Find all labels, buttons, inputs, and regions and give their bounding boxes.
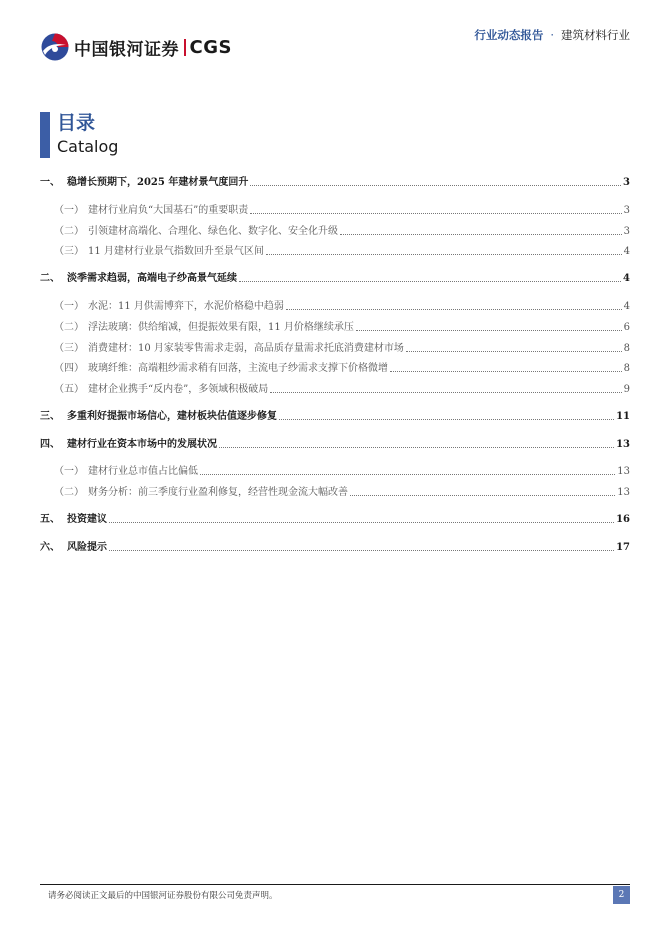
toc-entry[interactable] <box>40 381 630 397</box>
toc-dot-leader <box>340 234 622 235</box>
toc-entry-page: 3 <box>623 177 630 188</box>
toc-entry-title: 淡季需求趋弱，高端电子纱高景气延续 <box>67 273 237 284</box>
toc-entry-number: （五） <box>54 384 84 395</box>
meta-separator: · <box>550 28 554 42</box>
catalog-title-cn: 目录 <box>57 112 96 134</box>
toc-entry-page: 4 <box>623 273 630 284</box>
toc-entry-title: 11 月建材行业景气指数回升至景气区间 <box>88 246 264 257</box>
page-header <box>0 0 662 70</box>
toc-entry[interactable] <box>40 463 630 479</box>
toc-entry-page: 8 <box>623 343 630 354</box>
toc-entry-number: （二） <box>54 322 84 333</box>
toc-entry-page: 13 <box>617 487 630 498</box>
toc-entry[interactable] <box>40 243 630 259</box>
toc-entry-number: 六、 <box>40 542 60 553</box>
toc-entry-number: （四） <box>54 363 84 374</box>
toc-entry-page: 4 <box>623 301 630 312</box>
toc-entry-number: （二） <box>54 226 84 237</box>
toc-dot-leader <box>239 281 621 282</box>
toc-entry[interactable] <box>40 223 630 239</box>
toc-entry-number: 三、 <box>40 411 60 422</box>
toc-entry-title: 投资建议 <box>67 514 107 525</box>
toc-entry[interactable] <box>40 298 630 314</box>
toc-dot-leader <box>406 351 622 352</box>
toc-entry[interactable] <box>40 539 630 555</box>
toc-entry-page: 13 <box>617 466 630 477</box>
toc-entry-title: 消费建材：10 月家装零售需求走弱，高品质存量需求托底消费建材市场 <box>88 343 404 354</box>
catalog-accent-bar <box>40 112 50 158</box>
footer-divider <box>40 884 630 885</box>
catalog-title-en: Catalog <box>57 137 119 156</box>
toc-entry-number: 二、 <box>40 273 60 284</box>
toc-entry[interactable] <box>40 436 630 452</box>
toc-dot-leader <box>250 185 621 186</box>
toc-dot-leader <box>200 474 615 475</box>
toc-entry-title: 建材行业肩负“大国基石”的重要职责 <box>88 205 249 216</box>
toc-entry-title: 财务分析：前三季度行业盈利修复，经营性现金流大幅改善 <box>88 487 348 498</box>
toc-entry-page: 13 <box>616 439 630 450</box>
toc-entry-number: 五、 <box>40 514 60 525</box>
toc-entry-page: 16 <box>616 514 630 525</box>
toc-entry[interactable] <box>40 360 630 376</box>
toc-entry-title: 建材企业携手“反内卷”，多领域积极破局 <box>88 384 269 395</box>
toc-entry-page: 3 <box>623 226 630 237</box>
toc-entry-title: 浮法玻璃：供给缩减，但提振效果有限，11 月价格继续承压 <box>88 322 354 333</box>
toc-entry-number: 四、 <box>40 439 60 450</box>
toc-dot-leader <box>350 495 615 496</box>
toc-dot-leader <box>356 330 622 331</box>
report-type: 行业动态报告 <box>474 28 544 42</box>
toc-entry-number: （一） <box>54 466 84 477</box>
toc-entry[interactable] <box>40 511 630 527</box>
toc-entry-number: （一） <box>54 301 84 312</box>
toc-entry[interactable] <box>40 270 630 286</box>
logo-english-name: CGS <box>189 36 232 58</box>
toc-entry-number: （一） <box>54 205 84 216</box>
toc-entry-title: 引领建材高端化、合理化、绿色化、数字化、安全化升级 <box>88 226 338 237</box>
footer-disclaimer: 请务必阅读正文最后的中国银河证券股份有限公司免责声明。 <box>48 891 278 901</box>
galaxy-logo-icon <box>40 32 70 62</box>
toc-entry-page: 17 <box>616 542 630 553</box>
toc-dot-leader <box>390 371 622 372</box>
industry-name: 建筑材料行业 <box>561 28 630 42</box>
logo-divider <box>184 39 186 56</box>
toc-entry[interactable] <box>40 319 630 335</box>
toc-entry[interactable] <box>40 174 630 190</box>
toc-entry[interactable] <box>40 484 630 500</box>
toc-entry-page: 11 <box>616 411 630 422</box>
toc-dot-leader <box>266 254 622 255</box>
toc-dot-leader <box>270 392 621 393</box>
company-logo <box>40 32 232 62</box>
catalog-heading <box>40 112 118 160</box>
toc-dot-leader <box>219 447 614 448</box>
toc-entry[interactable] <box>40 408 630 424</box>
toc-entry-number: 一、 <box>40 177 60 188</box>
toc-entry-number: （二） <box>54 487 84 498</box>
toc-entry-number: （三） <box>54 343 84 354</box>
toc-entry-title: 稳增长预期下，2025 年建材景气度回升 <box>67 177 249 188</box>
toc-entry-title: 水泥：11 月供需博弈下，水泥价格稳中趋弱 <box>88 301 284 312</box>
toc-entry-title: 玻璃纤维：高端粗纱需求稍有回落，主流电子纱需求支撑下价格微增 <box>88 363 388 374</box>
toc-entry-title: 风险提示 <box>67 542 107 553</box>
toc-entry[interactable] <box>40 202 630 218</box>
toc-entry-page: 4 <box>623 246 630 257</box>
toc-entry-title: 建材行业在资本市场中的发展状况 <box>67 439 217 450</box>
toc-dot-leader <box>286 309 622 310</box>
toc-entry-page: 6 <box>623 322 630 333</box>
toc-entry-number: （三） <box>54 246 84 257</box>
toc-entry-title: 多重利好提振市场信心，建材板块估值逐步修复 <box>67 411 277 422</box>
logo-company-name: 中国银河证券 <box>74 39 179 60</box>
report-meta <box>474 27 630 43</box>
toc-dot-leader <box>250 213 621 214</box>
toc-entry-page: 8 <box>623 363 630 374</box>
toc-entry-page: 9 <box>623 384 630 395</box>
toc-entry[interactable] <box>40 340 630 356</box>
toc-dot-leader <box>279 419 614 420</box>
toc-entry-page: 3 <box>623 205 630 216</box>
toc-dot-leader <box>109 550 614 551</box>
toc-dot-leader <box>109 522 614 523</box>
toc-entry-title: 建材行业总市值占比偏低 <box>88 466 198 477</box>
page-number: 2 <box>613 886 630 904</box>
